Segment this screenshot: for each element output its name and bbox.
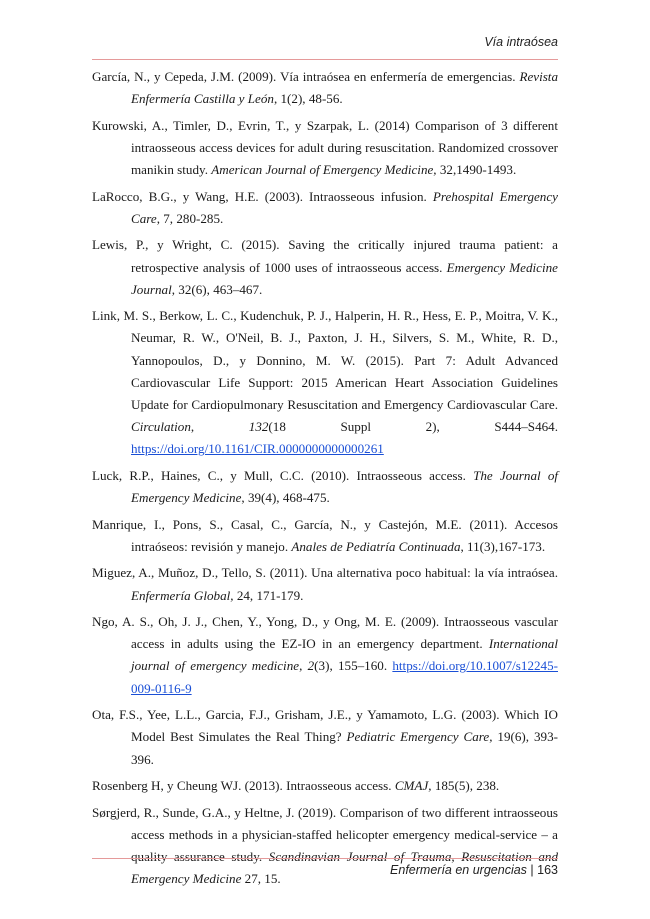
- reference-entry: Sørgjerd, R., Sunde, G.A., y Heltne, J. (2019). Comparison of two different intraosseous access methods in a physician-staffed helicopter emergency medical-service – a quality assurance study. Scandinavian Journal of Trauma, Resuscitation and Emergency Medicine 27, 15.: [92, 804, 559, 887]
- reference-list: [92, 66, 558, 895]
- reference-entry: Kurowski, A., Timler, D., Evrin, T., y Szarpak, L. (2014) Comparison of 3 different intraosseous access devices for adult during resuscitation. Randomized crossover manikin study. American Journal of Emergency Medicine, 32,1490-1493.: [92, 117, 558, 178]
- reference-entry: García, N., y Cepeda, J.M. (2009). Vía intraósea en enfermería de emergencias. Revista Enfermería Castilla y León, 1(2), 48-56.: [92, 69, 558, 107]
- reference-entry: Luck, R.P., Haines, C., y Mull, C.C. (2010). Intraosseous access. The Journal of Emergency Medicine, 39(4), 468-475.: [92, 467, 559, 506]
- footer-rule: [92, 858, 558, 859]
- running-footer: [92, 863, 558, 881]
- doi-link[interactable]: https://doi.org/10.1007/s12245-009-0116-9: [131, 658, 558, 696]
- reference-entry: LaRocco, B.G., y Wang, H.E. (2003). Intraosseous infusion. Prehospital Emergency Care, 7, 280-285.: [92, 188, 558, 226]
- header-rule: [92, 59, 558, 60]
- reference-entry: Lewis, P., y Wright, C. (2015). Saving the critically injured trauma patient: a retrospective analysis of 1000 uses of intraosseous access. Emergency Medicine Journal, 32(6), 463–467.: [92, 237, 558, 297]
- doi-link[interactable]: https://doi.org/10.1161/CIR.0000000000000261: [131, 441, 384, 457]
- reference-entry: Link, M. S., Berkow, L. C., Kudenchuk, P. J., Halperin, H. R., Hess, E. P., Moitra, V. K., Neumar, R. W., O'Neil, B. J., Paxton, J. H., Silvers, S. M., White, R. D., Yannopoulos, D., y Donnino, M. W. (2015). Part 7: Adult Advanced Cardiovascular Life Support: 2015 American Heart Association Guidelines Update for Cardiopulmonary Resuscitation and Emergency Cardiovascular Care. Circulation, 132(18 Suppl 2), S444–S464. https://doi.org/10.1161/CIR.0000000000000261: [92, 308, 559, 457]
- reference-entry: Ngo, A. S., Oh, J. J., Chen, Y., Yong, D., y Ong, M. E. (2009). Intraosseous vascular access in adults using the EZ-IO in an emergency department. International journal of emergency medicine, 2(3), 155–160. https://doi.org/10.1007/s12245-009-0116-9: [92, 614, 558, 696]
- reference-entry: Miguez, A., Muñoz, D., Tello, S. (2011). Una alternativa poco habitual: la vía intraósea. Enfermería Global, 24, 171-179.: [92, 565, 558, 603]
- reference-entry: Manrique, I., Pons, S., Casal, C., García, N., y Castejón, M.E. (2011). Accesos intraóseos: revisión y manejo. Anales de Pediatría Continuada, 11(3),167-173.: [92, 516, 558, 554]
- footer-title: Enfermería en urgencias: [390, 863, 527, 877]
- page-number: 163: [537, 863, 558, 877]
- reference-entry: Rosenberg H, y Cheung WJ. (2013). Intraosseous access. CMAJ, 185(5), 238.: [92, 778, 500, 794]
- footer-separator: |: [526, 863, 538, 877]
- reference-entry: Ota, F.S., Yee, L.L., Garcia, F.J., Grisham, J.E., y Yamamoto, L.G. (2003). Which IO Model Best Simulates the Real Thing? Pediatric Emergency Care, 19(6), 393-396.: [92, 707, 558, 767]
- running-header: Vía intraósea: [484, 35, 558, 49]
